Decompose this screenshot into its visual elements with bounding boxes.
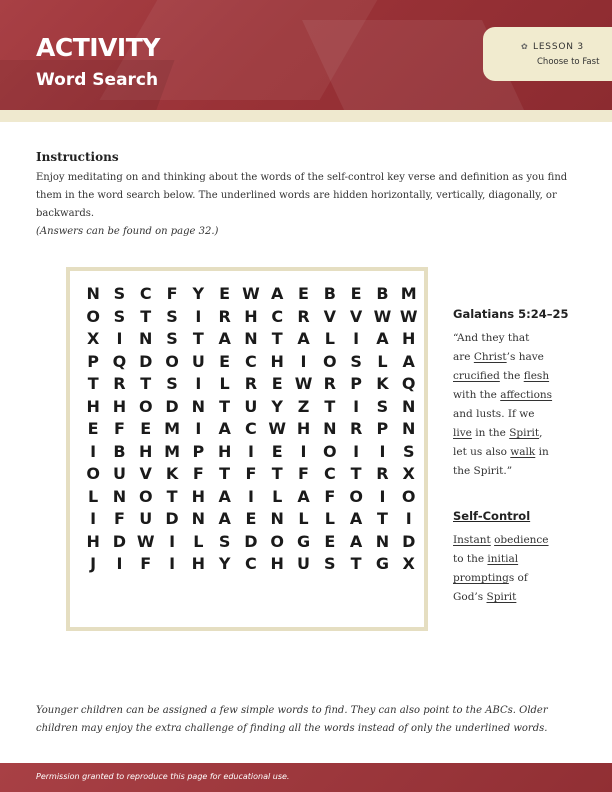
grid-letter[interactable]: T	[350, 464, 362, 483]
grid-letter[interactable]: Y	[271, 396, 284, 416]
grid-row	[80, 418, 422, 441]
grid-letter[interactable]: N	[375, 531, 390, 551]
grid-letter[interactable]: R	[323, 374, 336, 393]
grid-row	[80, 531, 422, 554]
grid-letter[interactable]: H	[191, 554, 206, 573]
grid-letter[interactable]: N	[402, 396, 416, 416]
underlined-word: Spirit	[509, 427, 540, 439]
grid-letter[interactable]: T	[350, 554, 362, 573]
grid-letter[interactable]: I	[247, 486, 254, 506]
grid-letter[interactable]: C	[139, 284, 152, 303]
permission-text: Permission granted to reproduce this page for educational use.	[36, 772, 290, 781]
grid-letter[interactable]: G	[375, 554, 389, 573]
grid-letter[interactable]: U	[297, 554, 311, 573]
grid-letter[interactable]: Q	[112, 351, 127, 371]
grid-letter[interactable]: L	[272, 486, 283, 506]
grid-letter[interactable]: W	[268, 419, 287, 438]
grid-letter[interactable]: H	[270, 351, 284, 371]
text-segment: to the	[453, 553, 488, 565]
grid-letter[interactable]: E	[219, 284, 231, 303]
grid-letter[interactable]: E	[271, 441, 283, 461]
grid-letter[interactable]: Y	[218, 554, 231, 573]
grid-letter[interactable]: X	[86, 329, 100, 348]
grid-letter[interactable]: C	[271, 306, 284, 326]
grid-letter[interactable]: I	[247, 441, 254, 461]
grid-letter[interactable]: F	[324, 486, 336, 506]
verse-text	[453, 329, 583, 481]
lesson-label-row	[521, 42, 584, 52]
grid-letter[interactable]: O	[86, 306, 100, 326]
text-segment: let us also	[453, 446, 511, 458]
grid-letter[interactable]: S	[166, 329, 178, 348]
grid-letter[interactable]: E	[324, 531, 336, 551]
grid-letter[interactable]: H	[402, 329, 416, 348]
grid-letter[interactable]: N	[112, 486, 127, 506]
text-segment: s of	[508, 572, 528, 584]
grid-letter[interactable]: I	[353, 441, 360, 461]
page-title: ACTIVITY	[36, 33, 160, 62]
grid-letter[interactable]: L	[377, 351, 388, 371]
grid-letter[interactable]: V	[349, 306, 363, 326]
grid-letter[interactable]: Q	[401, 374, 416, 393]
grid-letter[interactable]: O	[323, 351, 337, 371]
grid-letter[interactable]: F	[113, 419, 125, 438]
grid-letter[interactable]: H	[86, 531, 100, 551]
grid-letter[interactable]: Y	[192, 284, 205, 303]
grid-letter[interactable]: I	[300, 351, 307, 371]
grid-letter[interactable]: T	[324, 396, 336, 416]
instructions-body	[36, 169, 581, 241]
grid-letter[interactable]: O	[138, 486, 153, 506]
grid-letter[interactable]: S	[166, 374, 178, 393]
grid-letter[interactable]: R	[244, 374, 258, 393]
grid-letter[interactable]: I	[116, 554, 123, 573]
grid-letter[interactable]: N	[270, 509, 284, 528]
grid-row	[80, 306, 422, 329]
grid-letter[interactable]: I	[116, 329, 123, 348]
word-search-frame	[66, 267, 428, 631]
grid-letter[interactable]: I	[195, 374, 202, 393]
grid-letter[interactable]: E	[140, 419, 152, 438]
grid-letter[interactable]: F	[140, 554, 152, 573]
grid-letter[interactable]: S	[324, 554, 336, 573]
grid-row	[80, 463, 422, 486]
grid-letter[interactable]: F	[166, 284, 178, 303]
verse-reference: Galatians 5:24–25	[453, 307, 569, 321]
grid-letter[interactable]: L	[219, 374, 230, 393]
grid-letter[interactable]: L	[324, 329, 335, 348]
grid-letter[interactable]: F	[245, 464, 257, 483]
grid-letter[interactable]: X	[402, 464, 415, 483]
grid-letter[interactable]: I	[353, 396, 360, 416]
grid-letter[interactable]: I	[169, 554, 176, 573]
grid-row	[80, 441, 422, 464]
grid-letter[interactable]: S	[350, 351, 362, 371]
underlined-word: obedience	[494, 534, 549, 546]
grid-letter[interactable]: V	[323, 306, 337, 326]
grid-letter[interactable]: M	[164, 419, 180, 438]
grid-letter[interactable]: O	[401, 486, 416, 506]
text-segment: ’s have	[506, 351, 544, 363]
grid-letter[interactable]: C	[245, 554, 257, 573]
grid-letter[interactable]: H	[191, 486, 206, 506]
grid-letter[interactable]: W	[242, 284, 260, 303]
grid-letter[interactable]: K	[376, 374, 389, 393]
grid-letter[interactable]: T	[219, 464, 231, 483]
grid-letter[interactable]: O	[86, 464, 100, 483]
grid-letter[interactable]: I	[405, 509, 412, 528]
grid-letter[interactable]: X	[402, 554, 415, 573]
grid-row	[80, 508, 422, 531]
grid-letter[interactable]: I	[300, 441, 307, 461]
grid-letter[interactable]: R	[113, 374, 126, 393]
lesson-number: LESSON 3	[533, 42, 584, 52]
grid-letter[interactable]: N	[139, 329, 153, 348]
grid-letter[interactable]: W	[399, 306, 418, 326]
grid-letter[interactable]: S	[166, 306, 178, 326]
grid-letter[interactable]: A	[218, 486, 231, 506]
header-banner	[0, 0, 612, 110]
grid-row	[80, 396, 422, 419]
underlined-word: crucified	[453, 370, 500, 382]
grid-letter[interactable]: I	[379, 441, 386, 461]
grid-letter[interactable]: D	[165, 396, 179, 416]
underlined-word: live	[453, 427, 472, 439]
grid-letter[interactable]: P	[192, 441, 205, 461]
page-subtitle: Word Search	[36, 70, 159, 90]
grid-letter[interactable]: T	[376, 509, 388, 528]
grid-letter[interactable]: L	[324, 509, 335, 528]
grid-row	[80, 283, 422, 306]
underlined-word: flesh	[523, 370, 550, 382]
grid-letter[interactable]: U	[112, 464, 126, 483]
grid-letter[interactable]: P	[376, 419, 389, 438]
grid-letter[interactable]: A	[376, 329, 389, 348]
grid-letter[interactable]: E	[271, 374, 283, 393]
grid-letter[interactable]: R	[218, 306, 231, 326]
grid-letter[interactable]: E	[87, 419, 99, 438]
grid-letter[interactable]: H	[270, 554, 284, 573]
grid-letter[interactable]: R	[349, 419, 363, 438]
grid-letter[interactable]: Z	[297, 396, 310, 416]
grid-letter[interactable]: F	[192, 464, 204, 483]
header-divider-band	[0, 110, 612, 122]
grid-letter[interactable]: U	[191, 351, 205, 371]
grid-letter[interactable]: A	[297, 329, 310, 348]
grid-letter[interactable]: E	[350, 284, 362, 303]
lesson-tab	[483, 27, 612, 81]
grid-letter[interactable]: L	[193, 531, 204, 551]
grid-letter[interactable]: I	[90, 509, 97, 528]
grid-letter[interactable]: U	[139, 509, 153, 528]
underlined-word: prompting	[453, 572, 509, 584]
grid-letter[interactable]: F	[113, 509, 125, 528]
text-segment: “And they that	[453, 332, 530, 344]
grid-letter[interactable]: D	[402, 531, 416, 551]
instructions-title: Instructions	[36, 150, 119, 164]
grid-letter[interactable]: D	[165, 509, 179, 528]
grid-letter[interactable]: N	[323, 419, 337, 438]
grid-letter[interactable]: H	[139, 441, 153, 461]
grid-letter[interactable]: S	[402, 441, 415, 461]
text-segment: ,	[539, 427, 543, 439]
grid-letter[interactable]: T	[219, 396, 231, 416]
grid-letter[interactable]: L	[298, 509, 309, 528]
grid-letter[interactable]: O	[349, 486, 363, 506]
grid-letter[interactable]: E	[298, 284, 309, 303]
grid-letter[interactable]: J	[90, 554, 97, 573]
grid-letter[interactable]: R	[376, 464, 389, 483]
text-segment: in	[535, 446, 549, 458]
grid-letter[interactable]: I	[195, 306, 202, 326]
grid-letter[interactable]: D	[139, 351, 153, 371]
grid-letter[interactable]: T	[140, 306, 152, 326]
grid-letter[interactable]: S	[218, 531, 231, 551]
grid-letter[interactable]: N	[191, 396, 206, 416]
grid-letter[interactable]: G	[296, 531, 311, 551]
footer-banner	[0, 763, 612, 792]
grid-letter[interactable]: M	[400, 284, 417, 303]
footer-note: Younger children can be assigned a few simple words to find. They can also point to the ABCs. Older children may enjoy the extra challenge of finding all the words instead of only the underlined words.	[36, 705, 548, 734]
grid-row	[80, 351, 422, 374]
lesson-name: Choose to Fast	[537, 57, 600, 67]
grid-letter[interactable]: N	[402, 419, 416, 438]
grid-letter[interactable]: H	[296, 419, 311, 438]
text-segment: the Spirit.”	[453, 465, 513, 477]
grid-letter[interactable]: V	[139, 464, 152, 483]
grid-letter[interactable]: T	[166, 486, 178, 506]
grid-letter[interactable]: W	[373, 306, 392, 326]
grid-letter[interactable]: B	[323, 284, 336, 303]
text-segment: in the	[471, 427, 510, 439]
grid-letter[interactable]: P	[350, 374, 362, 393]
grid-letter[interactable]: I	[379, 486, 386, 506]
grid-letter[interactable]: H	[217, 441, 232, 461]
underlined-word: Spirit	[486, 591, 517, 603]
grid-letter[interactable]: S	[113, 284, 126, 303]
grid-letter[interactable]: L	[88, 486, 99, 506]
grid-letter[interactable]: A	[297, 486, 310, 506]
grid-letter[interactable]: O	[270, 531, 285, 551]
grid-letter[interactable]: O	[138, 396, 153, 416]
grid-letter[interactable]: I	[353, 329, 360, 348]
grid-letter[interactable]: A	[349, 531, 363, 551]
grid-letter[interactable]: U	[244, 396, 258, 416]
grid-letter[interactable]: T	[271, 464, 283, 483]
underlined-word: walk	[510, 446, 536, 458]
grid-letter[interactable]: N	[244, 329, 258, 348]
grid-letter[interactable]: C	[245, 351, 257, 371]
underlined-word: Instant	[453, 534, 491, 546]
definition-title: Self-Control	[453, 509, 531, 523]
grid-letter[interactable]: H	[112, 396, 127, 416]
text-segment: the	[499, 370, 524, 382]
grid-letter[interactable]: F	[298, 464, 309, 483]
word-search-grid	[80, 283, 422, 576]
grid-letter[interactable]: D	[244, 531, 258, 551]
grid-letter[interactable]: T	[140, 374, 152, 393]
text-segment: God’s	[453, 591, 487, 603]
grid-letter[interactable]: T	[271, 329, 283, 348]
grid-letter[interactable]: T	[87, 374, 99, 393]
grid-letter[interactable]: A	[218, 329, 231, 348]
grid-row	[80, 328, 422, 351]
leaf-icon: ✿	[521, 42, 529, 51]
instructions-text: Enjoy meditating on and thinking about the words of the self-control key verse and definition as you find them in the word search below. The underlined words are hidden horizontally, vertically, diagonally, or backwards.	[36, 172, 568, 219]
grid-letter[interactable]: A	[402, 351, 415, 371]
grid-letter[interactable]: H	[86, 396, 100, 416]
grid-letter[interactable]: N	[191, 509, 206, 528]
grid-letter[interactable]: O	[323, 441, 337, 461]
underlined-word: initial	[487, 553, 519, 565]
grid-letter[interactable]: A	[218, 419, 231, 438]
text-segment: with the	[453, 389, 501, 401]
grid-letter[interactable]: D	[112, 531, 127, 551]
grid-letter[interactable]: A	[349, 509, 363, 528]
grid-letter[interactable]: E	[219, 351, 231, 371]
grid-letter[interactable]: H	[244, 306, 258, 326]
grid-letter[interactable]: A	[271, 284, 284, 303]
grid-row	[80, 373, 422, 396]
grid-letter[interactable]: W	[136, 531, 155, 551]
grid-letter[interactable]: W	[294, 374, 313, 393]
grid-letter[interactable]: C	[323, 464, 336, 483]
grid-letter[interactable]: I	[90, 441, 97, 461]
grid-letter[interactable]: R	[297, 306, 310, 326]
grid-letter[interactable]: O	[165, 351, 179, 371]
grid-letter[interactable]: S	[376, 396, 389, 416]
grid-letter[interactable]: M	[164, 441, 180, 461]
text-segment: and lusts. If we	[453, 408, 535, 420]
grid-letter[interactable]: P	[87, 351, 100, 371]
grid-row	[80, 486, 422, 509]
grid-letter[interactable]: S	[113, 306, 126, 326]
grid-letter[interactable]: I	[195, 419, 202, 438]
grid-letter[interactable]: E	[245, 509, 257, 528]
grid-letter[interactable]: B	[376, 284, 389, 303]
grid-letter[interactable]: K	[165, 464, 179, 483]
definition-text	[453, 531, 583, 607]
grid-row	[80, 553, 422, 576]
grid-letter[interactable]: I	[169, 531, 176, 551]
grid-letter[interactable]: C	[245, 419, 257, 438]
grid-letter[interactable]: A	[218, 509, 231, 528]
answers-note: (Answers can be found on page 32.)	[36, 226, 219, 237]
text-segment: are	[453, 351, 474, 363]
underlined-word: Christ	[473, 351, 507, 363]
grid-letter[interactable]: B	[113, 441, 126, 461]
grid-letter[interactable]: N	[86, 284, 100, 303]
grid-letter[interactable]: T	[192, 329, 204, 348]
underlined-word: affections	[500, 389, 553, 401]
